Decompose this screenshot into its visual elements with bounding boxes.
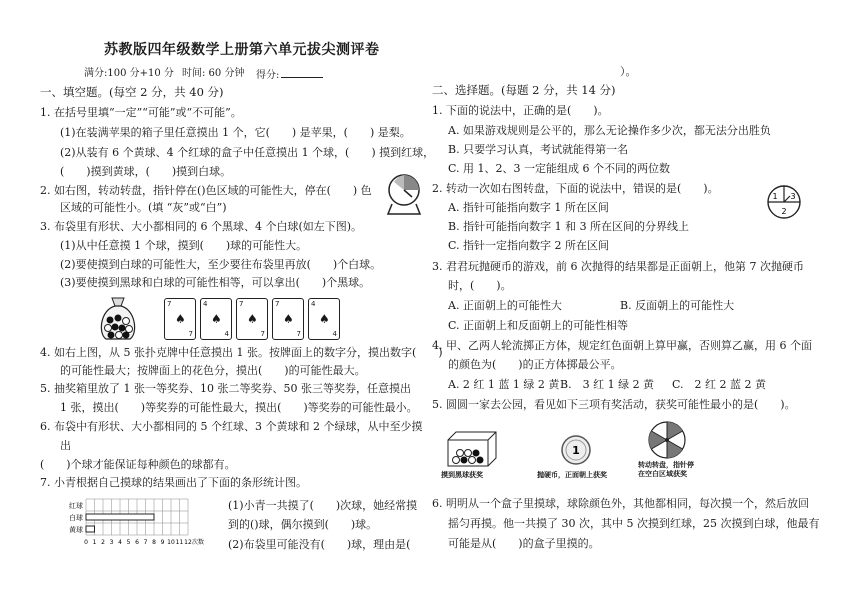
mc1-option-a: A. 如果游戏规则是公平的，那么无论操作多少次，都无法分出胜负	[448, 124, 771, 137]
x-tick-label: 6	[135, 539, 139, 546]
white-ball	[123, 318, 130, 325]
x-tick-label: 8	[152, 539, 156, 546]
category-label: 白球	[69, 514, 83, 522]
playing-card	[200, 298, 232, 340]
q5-stem-cont: 1 张，摸出( )等奖券的可能性最大，摸出( )等奖券的可能性最小。	[60, 401, 418, 414]
spinner-figure	[384, 172, 424, 218]
q6-stem: 6. 布袋中有形状、大小都相同的 5 个红球、3 个黄球和 2 个绿球，从中至少摸	[40, 420, 423, 433]
mc1-option-b: B. 只要学习认真，考试就能得第一名	[448, 143, 629, 156]
bag-neck	[112, 298, 124, 306]
x-tick-label: 0	[84, 539, 88, 546]
card-rank: 7	[275, 300, 280, 308]
bar	[86, 526, 95, 532]
category-label: 黄球	[69, 526, 83, 534]
card-rank: 4	[224, 330, 229, 338]
section-1-title: 一、填空题。(每空 2 分，共 40 分)	[40, 85, 224, 99]
card-rank: 4	[203, 300, 208, 308]
x-tick-label: 10	[167, 539, 175, 546]
mc3-option-b: B. 反面朝上的可能性大	[620, 299, 735, 312]
card-rank: 7	[239, 300, 244, 308]
white-ball	[116, 332, 123, 339]
q5-stem: 5. 抽奖箱里放了 1 张一等奖券、10 张二等奖券、50 张三等奖券，任意摸出	[40, 382, 411, 395]
ball-box-figure	[444, 430, 498, 468]
q1-stem: 1. 在括号里填“一定”“可能”或“不可能”。	[40, 106, 242, 119]
card-rank: 7	[167, 300, 172, 308]
x-tick-label: 1	[92, 539, 97, 546]
spinner-number: 1	[772, 192, 778, 201]
mc2-stem: 2. 转动一次如右图转盘，下面的说法中，错误的是( )。	[432, 182, 719, 195]
mc5-stem: 5. 圆圆一家去公园，看见如下三项有奖活动，获奖可能性最小的是( )。	[432, 398, 796, 411]
mc4-option-b: B. 3 红 1 绿 2 黄	[560, 378, 655, 391]
mc4-stem: 4. 甲、乙两人轮流掷正方体，规定红色面朝上算甲赢，否则算乙赢，用 6 个面	[432, 339, 812, 352]
q3-part2: (2)要使摸到白球的可能性大，至少要往布袋里再放( )个白球。	[60, 258, 382, 271]
q6-stem-cont2: ( )个球才能保证每种颜色的球都有。	[40, 458, 236, 471]
mc4-option-a: A. 2 红 1 蓝 1 绿 2 黄	[448, 378, 560, 391]
spinner-center	[665, 438, 669, 442]
white-ball	[469, 457, 476, 464]
category-label: 红球	[69, 502, 83, 510]
mc6-stem-cont: 摇匀再摸。他一共摸了 30 次，其中 5 次摸到红球，25 次摸到白球，他最有	[448, 517, 820, 530]
spade-icon: ♠	[283, 312, 294, 326]
black-ball	[112, 324, 119, 331]
q4-stem: 4. 如右上图，从 5 张扑克牌中任意摸出 1 张。按牌面上的数字分，摸出数字( )	[40, 346, 443, 359]
spade-icon: ♠	[247, 312, 258, 326]
x-tick-label: 5	[126, 539, 131, 546]
activity-caption: 转动转盘，指针停 在空白区域获奖	[638, 461, 694, 478]
black-ball	[461, 457, 468, 464]
white-ball	[453, 457, 460, 464]
playing-card	[164, 298, 196, 340]
black-ball	[115, 315, 122, 322]
black-ball	[107, 317, 114, 324]
ball-bag-figure	[96, 294, 140, 342]
page-title: 苏教版四年级数学上册第六单元拔尖测评卷	[104, 42, 380, 58]
black-ball	[108, 332, 115, 339]
score-info: 满分:100 分+10 分	[84, 68, 174, 79]
x-tick-label: 12	[184, 539, 192, 546]
white-ball	[457, 450, 464, 457]
spade-icon: ♠	[175, 312, 186, 326]
x-tick-label: 2	[101, 539, 105, 546]
q6-stem-cont: 出	[60, 439, 71, 452]
mc1-option-c: C. 用 1、2、3 一定能组成 6 个不同的两位数	[448, 162, 670, 175]
black-ball	[119, 325, 126, 332]
spinner-gray-area	[404, 175, 419, 190]
x-tick-label: 3	[109, 539, 114, 546]
bar	[86, 514, 154, 520]
mc6-stem-cont2: 可能是从( )的盒子里摸的。	[448, 537, 600, 550]
q2-stem-cont: 区域的可能性小。(填 “灰”或“白”)	[60, 201, 227, 214]
playing-card	[236, 298, 268, 340]
q4-stem-cont: 的可能性最大；按牌面上的花色分，摸出( )的可能性最大。	[60, 364, 366, 377]
playing-card	[272, 298, 304, 340]
card-rank: 7	[260, 330, 265, 338]
x-axis-label: 次数	[192, 539, 205, 546]
coin-figure	[560, 434, 592, 466]
spinner-number: 3	[790, 192, 796, 201]
q1-part2: (2)从装有 6 个黄球、4 个红球的盒子中任意摸出 1 个球，( ) 摸到红球，	[60, 146, 435, 159]
card-rank: 4	[311, 300, 316, 308]
q3-part3: (3)要使摸到黑球和白球的可能性相等，可以拿出( )个黑球。	[60, 276, 371, 289]
sector-spinner-figure	[647, 420, 687, 460]
mc3-stem-cont: 时，( )。	[448, 279, 512, 292]
black-ball	[123, 332, 130, 339]
playing-card	[308, 298, 340, 340]
spade-icon: ♠	[319, 312, 330, 326]
score-blank	[281, 67, 323, 78]
q3-stem: 3. 布袋里有形状、大小都相同的 6 个黑球、4 个白球(如左下图)。	[40, 220, 363, 233]
spade-icon: ♠	[211, 312, 222, 326]
q7-part2: (2)布袋里可能没有( )球，理由是(	[228, 538, 411, 551]
q1-part1: (1)在装满苹果的箱子里任意摸出 1 个，它( ) 是苹果，( ) 是梨。	[60, 126, 411, 139]
number-spinner-figure	[766, 184, 802, 220]
x-tick-label: 7	[143, 539, 148, 546]
mc3-option-a: A. 正面朝上的可能性大	[448, 299, 562, 312]
black-ball	[477, 457, 484, 464]
x-tick-label: 4	[118, 539, 122, 546]
score-label-text: 得分:	[256, 70, 280, 81]
section-2-title: 二、选择题。(每题 2 分，共 14 分)	[432, 83, 616, 97]
mc1-stem: 1. 下面的说法中，正确的是( )。	[432, 104, 609, 117]
mc2-option-c: C. 指针一定指向数字 2 所在区间	[448, 239, 610, 252]
activity-caption: 摸到黑球获奖	[441, 471, 483, 479]
q7-part1: (1)小青一共摸了( )次球，她经常摸	[228, 499, 418, 512]
mc3-stem: 3. 君君玩抛硬币的游戏，前 6 次抛得的结果都是正面朝上，他第 7 次抛硬币	[432, 260, 804, 273]
top-right-fragment: ）。	[620, 65, 637, 78]
white-ball	[105, 325, 112, 332]
mc2-option-b: B. 指针可能指向数字 1 和 3 所在区间的分界线上	[448, 220, 690, 233]
white-ball	[126, 326, 133, 333]
q7-stem: 7. 小青根据自己摸球的结果画出了下面的条形统计图。	[40, 476, 307, 489]
coin-label: 1	[572, 444, 580, 457]
ball-bar-chart	[54, 497, 214, 555]
q1-part2-cont: ( )摸到黄球，( )摸到白球。	[60, 165, 232, 178]
q2-stem: 2. 如右图，转动转盘，指针停在()色区域的可能性大，停在( ) 色	[40, 184, 372, 197]
white-ball	[465, 450, 472, 457]
mc3-option-c: C. 正面朝上和反面朝上的可能性相等	[448, 319, 629, 332]
q7-part1-cont: 到的()球，偶尔摸到( )球。	[228, 518, 378, 531]
card-rank: 7	[188, 330, 193, 338]
mc4-option-c: C. 2 红 2 蓝 2 黄	[672, 378, 766, 391]
time-info: 时间: 60 分钟	[182, 68, 245, 79]
score-label	[256, 67, 323, 82]
card-rank: 4	[332, 330, 337, 338]
mc2-option-a: A. 指针可能指向数字 1 所在区间	[448, 201, 609, 214]
mc6-stem: 6. 明明从一个盒子里摸球，球除颜色外，其他都相同，每次摸一个，然后放回	[432, 497, 809, 510]
activity-caption: 抛硬币，正面朝上获奖	[537, 471, 607, 479]
q3-part1: (1)从中任意摸 1 个球，摸到( )球的可能性大。	[60, 239, 308, 252]
black-ball	[473, 450, 480, 457]
mc4-stem-cont: 的颜色为( )的正方体掷最公平。	[448, 358, 622, 371]
x-tick-label: 9	[160, 539, 165, 546]
card-rank: 7	[296, 330, 301, 338]
spinner-number: 2	[781, 207, 787, 216]
x-tick-label: 11	[175, 539, 184, 546]
